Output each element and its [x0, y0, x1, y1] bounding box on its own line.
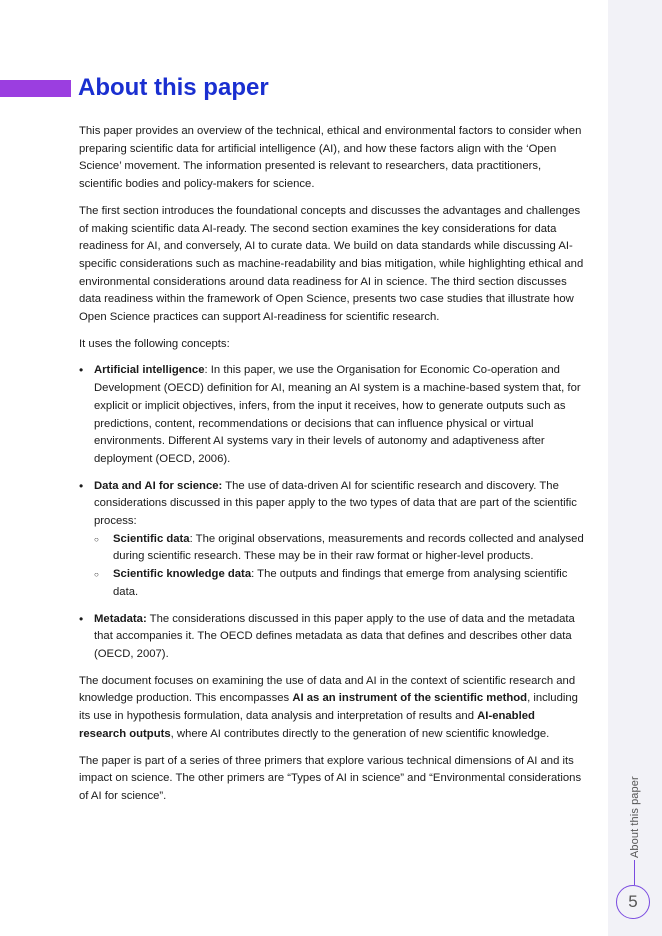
page-title: About this paper [78, 74, 269, 101]
focus-text-3: , where AI contributes directly to the generation of new scientific knowledge. [170, 727, 550, 740]
body-content [79, 123, 585, 815]
intro-paragraph-1: This paper provides an overview of the technical, ethical and environmental factors to consider when preparing scientific data for artificial intelligence (AI), and how these factors align with the ‘Open Science’ movement. The information presented is relevant to researchers, data practitioners, scientific bodies and policy-makers for science. [79, 125, 582, 191]
sub-term: Scientific knowledge data [113, 568, 252, 581]
sub-term: Scientific data [113, 532, 190, 545]
concept-item-ai [79, 362, 585, 468]
page-number: 5 [616, 885, 650, 919]
concept-term: Metadata: [94, 612, 147, 625]
concept-item-data-ai-science [79, 478, 585, 602]
section-label-divider [634, 860, 635, 885]
focus-text-1: The document focuses on examining the use of data and AI in the context of scientific research and knowledge production. This encompasses [79, 674, 576, 705]
data-types-list [94, 531, 585, 602]
title-accent-bar [0, 80, 71, 97]
concepts-list [79, 362, 585, 663]
concept-text: The considerations discussed in this paper apply to the use of data and the metadata that accompanies it. The OECD defines metadata as data that defines and describes other data (OECD, 2007). [94, 612, 575, 660]
concept-text: : In this paper, we use the Organisation for Economic Co-operation and Development (OECD) definition for AI, meaning an AI system is a machine-based system that, for explicit or implicit objectives, infers, from the input it receives, how to generate outputs such as predictions, content, recommendations or decisions that can influence physical or virtual environments. Different AI systems vary in their levels of autonomy and adaptiveness after deployment (OECD, 2006). [94, 364, 581, 465]
focus-bold-2: AI-enabled research outputs [79, 710, 535, 740]
concept-term: Artificial intelligence [94, 364, 205, 377]
concept-text: The use of data-driven AI for scientific research and discovery. The considerations discussed in this paper apply to the two types of data that are part of the scientific process: [94, 479, 577, 528]
intro-paragraph-2: The first section introduces the foundational concepts and discusses the advantages and challenges of making scientific data AI-ready. The second section examines the key considerations for data readiness for AI, and conversely, AI to curate data. We build on data standards while discussing AI-specific considerations such as machine-readability and bias mitigation, while highlighting ethical and environmental considerations around data readiness for AI in science. The third section discusses data readiness within the framework of Open Science, presents two case studies that illustrate how Open Science practices can support AI-readiness for scientific research. [79, 204, 584, 324]
sub-item-scientific-data [94, 531, 585, 566]
focus-paragraph [79, 673, 585, 744]
focus-text-2: , including its use in hypothesis formulation, data analysis and interpretation of results and [79, 692, 578, 723]
sub-text: : The outputs and findings that emerge from analysing scientific data. [113, 568, 568, 598]
concept-term: Data and AI for science: [94, 479, 223, 492]
sub-text: : The original observations, measurements and records collected and analysed during scientific research. These may be in their raw format or higher-level products. [113, 532, 584, 563]
sub-item-scientific-knowledge-data [94, 566, 585, 601]
concept-item-metadata [79, 611, 585, 664]
focus-bold-1: AI as an instrument of the scientific method [292, 692, 528, 705]
closing-paragraph: The paper is part of a series of three primers that explore various technical dimensions of AI and its impact on science. The other primers are “Types of AI in science” and “Environmental considerations of AI for science”. [79, 754, 582, 802]
section-label: About this paper [629, 776, 641, 858]
concepts-lead-in: It uses the following concepts: [79, 337, 230, 350]
